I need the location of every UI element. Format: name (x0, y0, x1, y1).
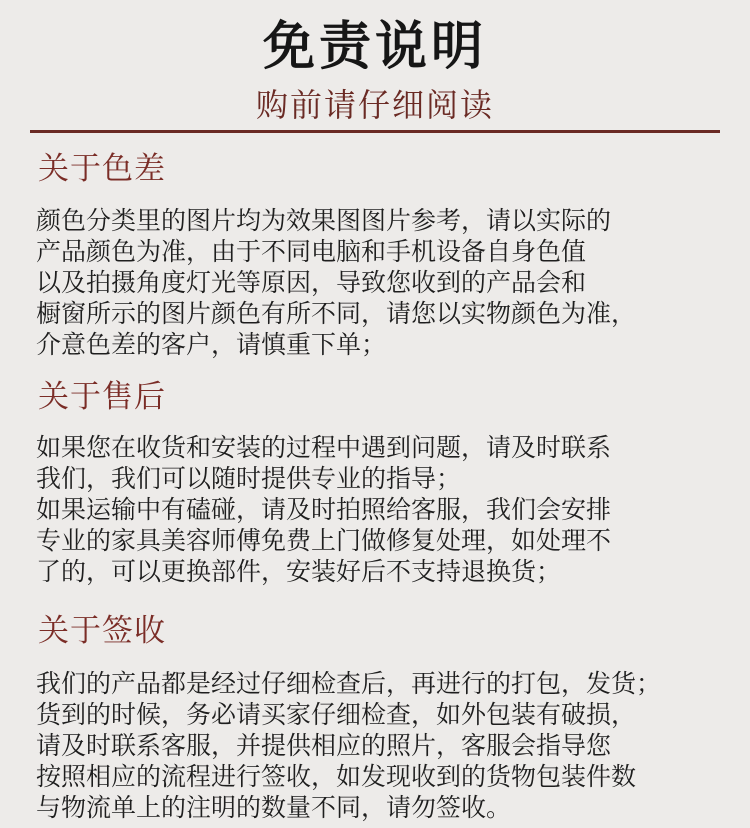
body-line: 货到的时候，务必请买家仔细检查，如外包装有破损， (36, 700, 637, 729)
body-line: 我们的产品都是经过仔细检查后，再进行的打包，发货； (36, 669, 662, 698)
section-heading-color-difference: 关于色差 (38, 151, 166, 187)
page-title: 免责说明 (262, 17, 487, 77)
body-line: 与物流单上的注明的数量不同，请勿签收。 (36, 793, 512, 822)
body-line: 按照相应的流程进行签收，如发现收到的货物包装件数 (36, 762, 637, 791)
body-line: 如果运输中有磕碰，请及时拍照给客服，我们会安排 (36, 495, 612, 524)
section-heading-signing: 关于签收 (38, 613, 166, 649)
title-divider (30, 130, 720, 133)
section-heading-after-sales: 关于售后 (38, 379, 166, 415)
page-subtitle: 购前请仔细阅读 (255, 86, 494, 124)
body-line: 橱窗所示的图片颜色有所不同，请您以实物颜色为准， (36, 299, 637, 328)
body-line: 我们，我们可以随时提供专业的指导； (36, 464, 462, 493)
body-line: 如果您在收货和安装的过程中遇到问题，请及时联系 (36, 433, 612, 462)
body-line: 颜色分类里的图片均为效果图图片参考，请以实际的 (36, 206, 612, 235)
body-line: 产品颜色为准，由于不同电脑和手机设备自身色值 (36, 237, 587, 266)
body-line: 介意色差的客户，请慎重下单； (36, 330, 387, 359)
body-line: 请及时联系客服，并提供相应的照片，客服会指导您 (36, 731, 612, 760)
section-body-color-difference (36, 205, 726, 360)
section-body-after-sales (36, 432, 726, 587)
section-body-signing (36, 668, 726, 823)
body-line: 专业的家具美容师傅免费上门做修复处理，如处理不 (36, 526, 612, 555)
body-line: 了的，可以更换部件，安装好后不支持退换货； (36, 557, 562, 586)
body-line: 以及拍摄角度灯光等原因，导致您收到的产品会和 (36, 268, 587, 297)
